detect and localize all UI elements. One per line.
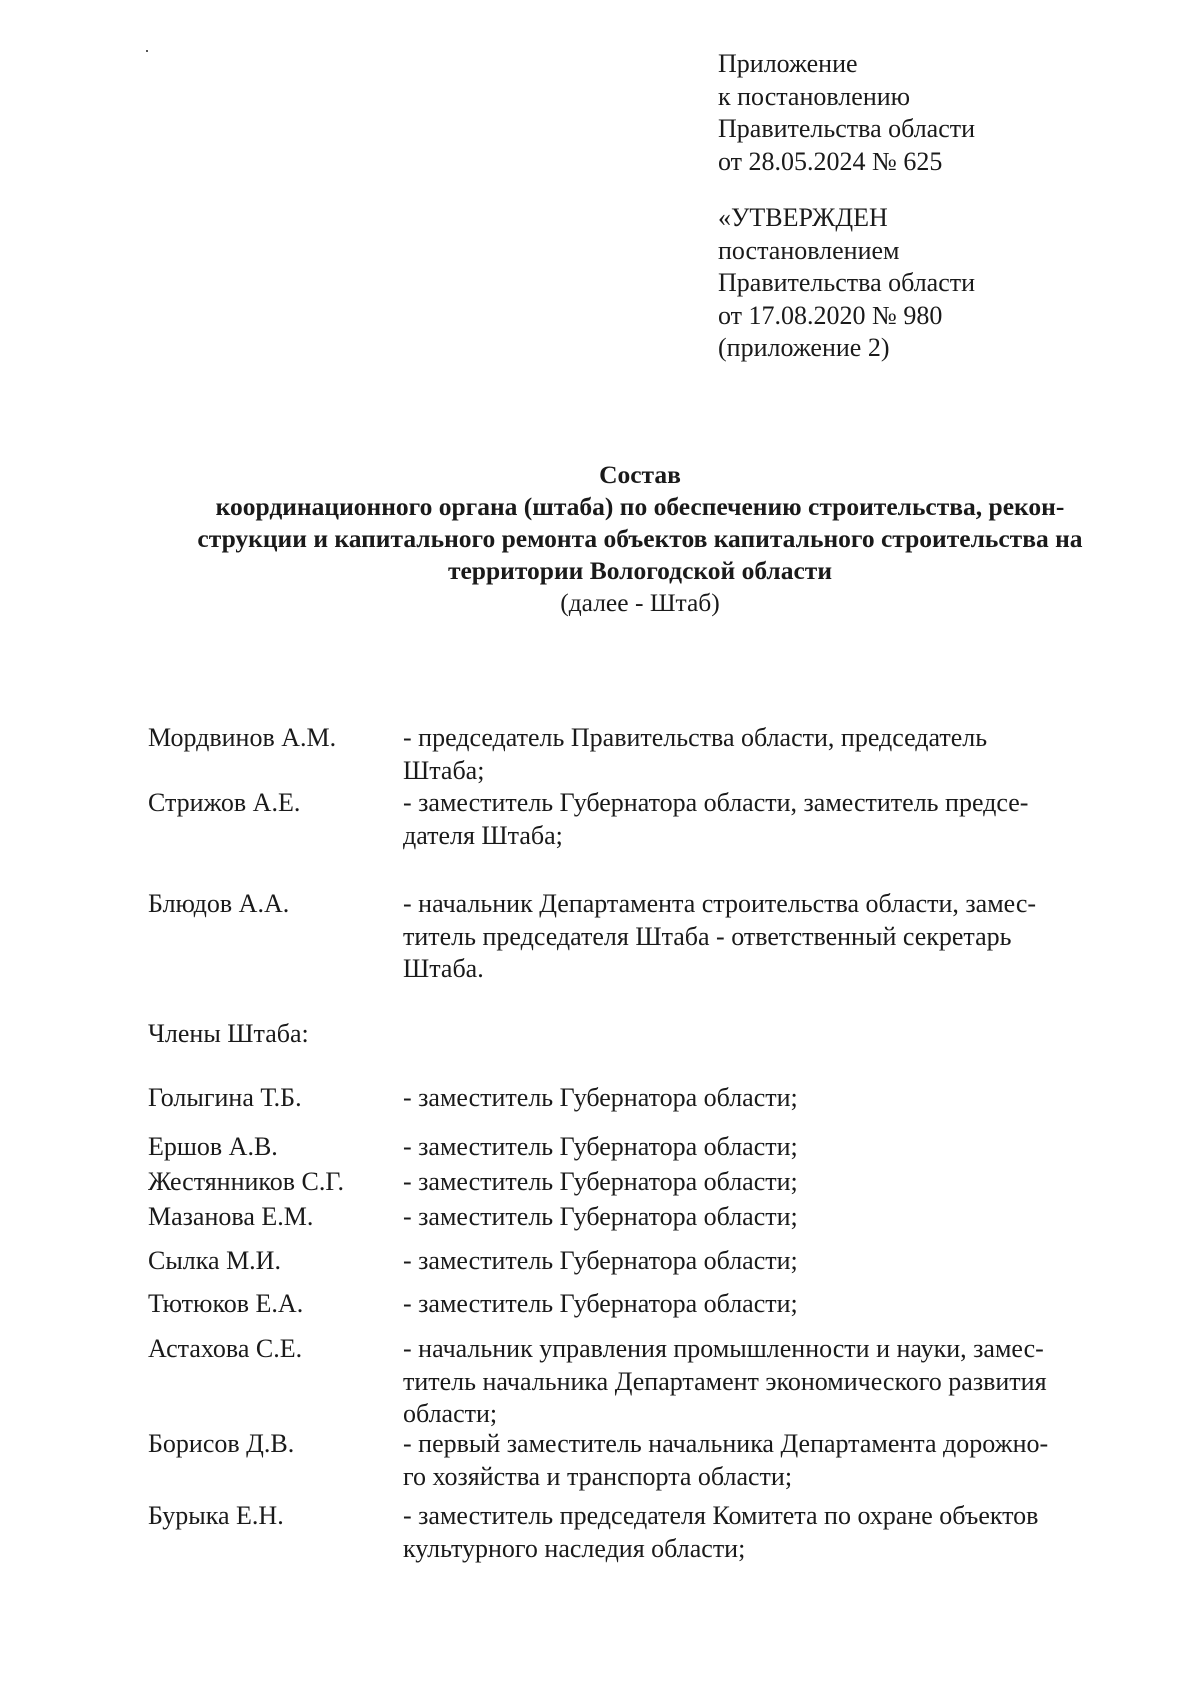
title-heading: Состав (599, 460, 681, 489)
approved-line: «УТВЕРЖДЕН (718, 203, 888, 232)
member-name: Тютюков Е.А. (148, 1289, 304, 1318)
title-line: струкции и капитального ремонта объектов капитального строительства на (197, 524, 1083, 553)
member-role (403, 1428, 1200, 1493)
role-line: Штаба; (403, 755, 485, 785)
role-line: - начальник управления промышленности и науки, замес- (403, 1334, 1044, 1363)
appendix-line: к постановлению (718, 81, 911, 111)
members-heading: Члены Штаба: (148, 1019, 309, 1048)
approved-line: (приложение 2) (718, 333, 890, 362)
title-subtitle: (далее - Штаб) (560, 588, 720, 617)
member-role (403, 787, 1200, 852)
member-name: Голыгина Т.Б. (148, 1083, 302, 1112)
member-name: Стрижов А.Е. (148, 788, 301, 817)
member-name: Астахова С.Е. (148, 1334, 303, 1363)
role-line: го хозяйства и транспорта области; (403, 1461, 793, 1491)
member-role (403, 1201, 1200, 1234)
role-line: титель начальника Департамент экономического развития (403, 1366, 1047, 1396)
role-line: - первый заместитель начальника Департамента дорожно- (403, 1429, 1049, 1458)
role-line: культурного наследия области; (403, 1533, 746, 1563)
role-line: - заместитель Губернатора области; (403, 1167, 798, 1196)
member-name: Жестянников С.Г. (148, 1167, 344, 1196)
document-title (0, 459, 1200, 619)
role-line: - заместитель Губернатора области, заместитель предсе- (403, 788, 1029, 817)
member-role (403, 1333, 1200, 1431)
member-name: Мордвинов А.М. (148, 723, 337, 752)
scan-artifact (146, 50, 148, 52)
appendix-line: от 28.05.2024 № 625 (718, 146, 943, 176)
member-role (403, 1500, 1200, 1565)
title-line: координационного органа (штаба) по обеспечению строительства, рекон- (215, 492, 1065, 521)
appendix-line: Правительства области (718, 114, 976, 143)
member-name: Сылка М.И. (148, 1246, 281, 1275)
role-line: - заместитель Губернатора области; (403, 1202, 798, 1231)
role-line: - заместитель Губернатора области; (403, 1132, 798, 1161)
member-name: Ершов А.В. (148, 1132, 278, 1161)
member-role (403, 722, 1200, 787)
role-line: Штаба. (403, 954, 484, 983)
role-line: дателя Штаба; (403, 820, 563, 850)
title-line: территории Вологодской области (447, 556, 833, 585)
member-role (403, 1082, 1200, 1115)
member-name: Блюдов А.А. (148, 889, 290, 918)
role-line: - заместитель Губернатора области; (403, 1289, 798, 1318)
role-line: титель председателя Штаба - ответственный секретарь (403, 921, 1012, 951)
appendix-header (718, 48, 975, 178)
member-name: Бурыка Е.Н. (148, 1501, 284, 1530)
member-role (403, 1245, 1200, 1278)
role-line: области; (403, 1399, 498, 1428)
approved-line: от 17.08.2020 № 980 (718, 300, 943, 330)
approved-line: Правительства области (718, 268, 976, 297)
role-line: - заместитель Губернатора области; (403, 1246, 798, 1275)
approved-line: постановлением (718, 235, 900, 265)
role-line: - заместитель Губернатора области; (403, 1083, 798, 1112)
member-name: Мазанова Е.М. (148, 1202, 314, 1231)
member-role (403, 1166, 1200, 1199)
member-role (403, 1288, 1200, 1321)
role-line: - заместитель председателя Комитета по охране объектов (403, 1501, 1039, 1530)
approval-stamp-text (718, 202, 975, 365)
appendix-line: Приложение (718, 49, 858, 78)
member-role (403, 888, 1200, 986)
role-line: - председатель Правительства области, председатель (403, 723, 988, 752)
role-line: - начальник Департамента строительства области, замес- (403, 889, 1037, 918)
member-role (403, 1131, 1200, 1164)
member-name: Борисов Д.В. (148, 1429, 295, 1458)
